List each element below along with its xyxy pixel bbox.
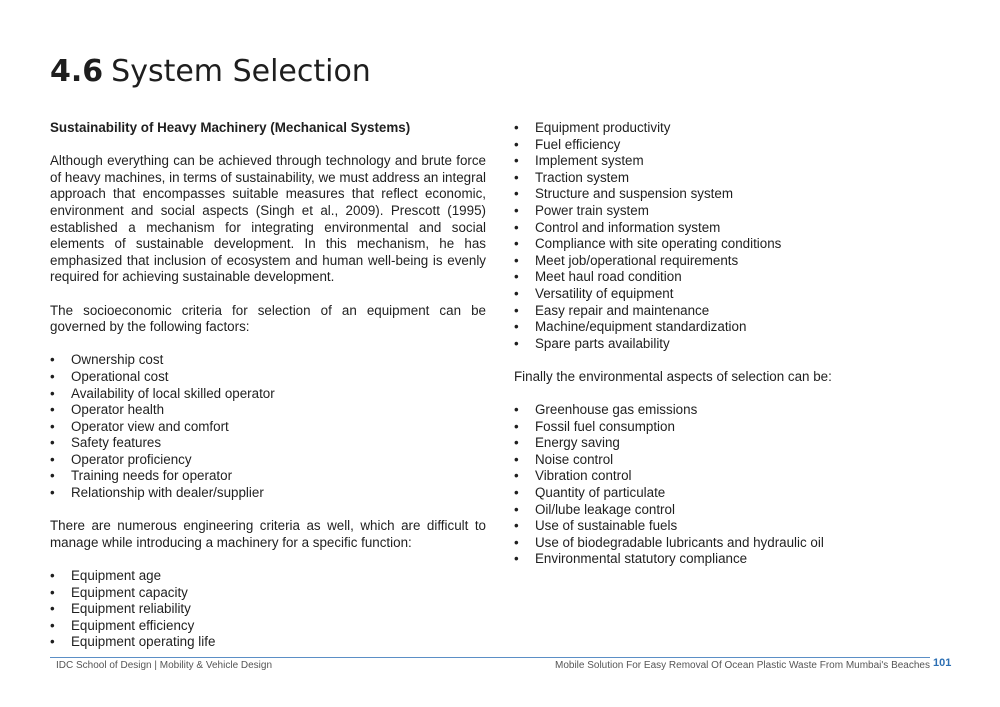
list-item: • Oil/lube leakage control — [514, 502, 934, 519]
engineering-list-continued — [514, 120, 934, 352]
list-item: • Equipment age — [50, 568, 486, 585]
list-item: • Meet haul road condition — [514, 269, 934, 286]
left-column — [50, 120, 486, 668]
list-item: • Power train system — [514, 203, 934, 220]
list-item: • Meet job/operational requirements — [514, 253, 934, 270]
list-item: • Equipment efficiency — [50, 618, 486, 635]
list-item: • Relationship with dealer/supplier — [50, 485, 486, 502]
list-item: • Use of sustainable fuels — [514, 518, 934, 535]
list-item: • Machine/equipment standardization — [514, 319, 934, 336]
intro-paragraph: Although everything can be achieved through technology and brute force of heavy machines, in terms of sustainability, we must address an integral approach that encompasses suitable measures that reflect economic, environment and social aspects (Singh et al., 2009). Prescott (1995) established a mechanism for integrating environmental and social elements of sustainable development. In this mechanism, he has emphasized that inclusion of ecosystem and human well-being is evenly required for achieving sustainable development. — [50, 153, 486, 285]
list-item: • Equipment productivity — [514, 120, 934, 137]
list-item: • Operator health — [50, 402, 486, 419]
list-item: • Quantity of particulate — [514, 485, 934, 502]
socioeconomic-list — [50, 352, 486, 501]
environmental-intro: Finally the environmental aspects of selection can be: — [514, 368, 832, 384]
footer-left-text: IDC School of Design | Mobility & Vehicle Design — [56, 660, 273, 671]
engineering-intro: There are numerous engineering criteria as well, which are difficult to manage while introducing a machinery for a specific function: — [50, 518, 486, 550]
list-item: • Fuel efficiency — [514, 137, 934, 154]
list-item: • Vibration control — [514, 468, 934, 485]
list-item: • Traction system — [514, 170, 934, 187]
section-number: 4.6 — [50, 54, 104, 89]
list-item: • Availability of local skilled operator — [50, 386, 486, 403]
subheading: Sustainability of Heavy Machinery (Mechanical Systems) — [50, 120, 411, 135]
list-item: • Training needs for operator — [50, 468, 486, 485]
list-item: • Spare parts availability — [514, 336, 934, 353]
footer-right-text: Mobile Solution For Easy Removal Of Ocean Plastic Waste From Mumbai's Beaches — [554, 660, 930, 671]
page-number: 101 — [933, 657, 952, 669]
list-item: • Fossil fuel consumption — [514, 419, 934, 436]
list-item: • Implement system — [514, 153, 934, 170]
list-item: • Equipment reliability — [50, 601, 486, 618]
list-item: • Control and information system — [514, 220, 934, 237]
list-item: • Greenhouse gas emissions — [514, 402, 934, 419]
list-item: • Operator proficiency — [50, 452, 486, 469]
list-item: • Energy saving — [514, 435, 934, 452]
list-item: • Structure and suspension system — [514, 186, 934, 203]
list-item: • Operator view and comfort — [50, 419, 486, 436]
list-item: • Ownership cost — [50, 352, 486, 369]
list-item: • Compliance with site operating conditions — [514, 236, 934, 253]
list-item: • Operational cost — [50, 369, 486, 386]
list-item: • Versatility of equipment — [514, 286, 934, 303]
page-heading — [50, 50, 371, 94]
list-item: • Equipment capacity — [50, 585, 486, 602]
list-item: • Use of biodegradable lubricants and hydraulic oil — [514, 535, 934, 552]
environmental-list — [514, 402, 934, 568]
list-item: • Environmental statutory compliance — [514, 551, 934, 568]
list-item: • Noise control — [514, 452, 934, 469]
footer-divider — [50, 657, 930, 658]
list-item: • Easy repair and maintenance — [514, 303, 934, 320]
right-column — [514, 120, 934, 585]
list-item: • Equipment operating life — [50, 634, 486, 651]
engineering-list — [50, 568, 486, 651]
section-title: System Selection — [111, 54, 371, 89]
socioeconomic-intro: The socioeconomic criteria for selection of an equipment can be governed by the following factors: — [50, 302, 486, 335]
list-item: • Safety features — [50, 435, 486, 452]
